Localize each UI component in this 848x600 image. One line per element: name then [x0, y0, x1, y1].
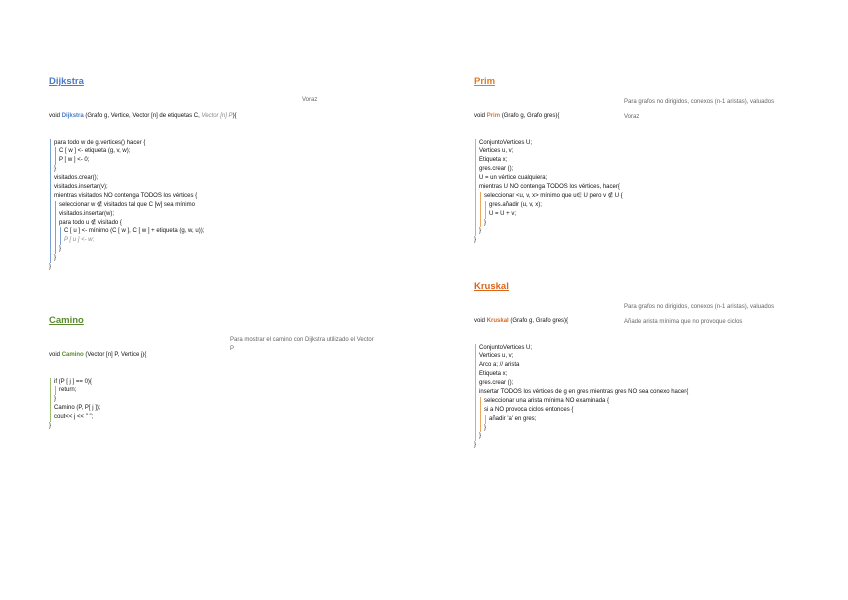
code-line [49, 254, 409, 263]
code-text: mientras visitados NO contenga TODOS los vértices { [54, 192, 198, 199]
kruskal-note-2: Añade arista mínima que no provoque ciclos [624, 319, 743, 325]
indent-guide [54, 210, 59, 219]
code-line [49, 263, 409, 272]
code-line [49, 183, 409, 192]
code-line [474, 352, 814, 361]
keyword-void: void [49, 351, 62, 358]
code-text: P [ w ] <- 0; [59, 157, 90, 164]
code-text: mientras U NO contenga TODOS los vértices, hacer{ [479, 183, 620, 190]
code-text: cout<< j << " "; [54, 414, 94, 421]
code-line [49, 165, 409, 174]
code-line [49, 413, 379, 422]
code-text: gres.crear (); [479, 166, 514, 173]
indent-guide [49, 183, 54, 192]
code-text: ConjuntoVertices U; [479, 344, 533, 351]
code-line [474, 344, 814, 353]
code-line [49, 147, 409, 156]
prim-title: Prim [474, 76, 496, 87]
code-line [474, 424, 814, 433]
dijkstra-body [49, 139, 409, 272]
keyword-void: void [474, 317, 487, 324]
indent-guide [474, 147, 479, 156]
code-line [474, 441, 814, 450]
indent-guide [484, 415, 489, 424]
function-name: Dijkstra [61, 112, 84, 119]
prim-note-2: Voraz [624, 114, 640, 120]
function-name: Kruskal [486, 317, 509, 324]
code-line [474, 147, 814, 156]
dijkstra-title: Dijkstra [49, 76, 84, 87]
camino-note: Para mostrar el camino con Dijkstra utilizado el Vector P [230, 337, 374, 352]
camino-title: Camino [49, 315, 84, 326]
keyword-void: void [49, 112, 62, 119]
code-text: C [ u ] <- mínimo (C [ w ], C [ w ] + etiqueta (g, w, u)); [64, 228, 205, 235]
code-text: Etiqueta x; [479, 157, 508, 164]
code-text: } [474, 442, 477, 449]
indent-guide [49, 404, 54, 413]
code-text: seleccionar <u, v, x> mínimo que u∈ U pero v ∉ U { [484, 192, 623, 199]
code-text: Vertices u, v; [479, 353, 514, 360]
indent-guide [479, 219, 487, 228]
indent-guide [49, 192, 54, 201]
code-line [49, 404, 379, 413]
code-text: Camino (P, P[ j ]); [54, 405, 101, 412]
indent-guide [54, 386, 59, 395]
code-text: Vertices u, v; [479, 148, 514, 155]
prim-body [474, 139, 814, 246]
indent-guide [54, 201, 59, 210]
code-text: visitados.insertar(v); [54, 183, 108, 190]
code-line [49, 192, 409, 201]
code-text: gres.crear (); [479, 380, 514, 387]
code-line [474, 379, 814, 388]
code-line [49, 422, 379, 431]
indent-guide [479, 192, 484, 201]
indent-guide [59, 227, 64, 236]
code-text: } [49, 263, 52, 270]
code-line [49, 210, 409, 219]
code-line [474, 210, 814, 219]
code-line [49, 156, 409, 165]
code-line [474, 219, 814, 228]
code-text: } [484, 219, 487, 226]
function-open: ){ [232, 112, 237, 119]
code-text: visitados.crear(); [54, 175, 99, 182]
code-line [474, 227, 814, 236]
indent-guide [474, 139, 479, 148]
code-line [49, 174, 409, 183]
indent-guide [59, 236, 64, 245]
indent-guide [49, 413, 54, 422]
indent-guide [49, 395, 57, 404]
code-line [474, 388, 814, 397]
code-line [474, 236, 814, 245]
indent-guide [479, 424, 487, 433]
code-line [49, 227, 409, 236]
indent-guide [49, 254, 57, 263]
code-text: para todo u ∉ visitado { [59, 219, 122, 226]
code-line [474, 370, 814, 379]
code-text: para todo w de g.vertices() hacer { [54, 139, 146, 146]
indent-guide [479, 406, 484, 415]
indent-guide [474, 174, 479, 183]
code-text: Arco a; // arista [479, 362, 520, 369]
code-text: if (P [ j ] == 0){ [54, 378, 92, 385]
keyword-void: void [474, 112, 487, 119]
code-text: gres.añadir (u, v, x); [489, 201, 542, 208]
code-text: U = U + v; [489, 210, 517, 217]
code-line [474, 415, 814, 424]
code-text: seleccionar una arista mínima NO examinada { [484, 397, 610, 404]
code-line [474, 165, 814, 174]
camino-body [49, 378, 379, 431]
code-text: U = un vértice cualquiera; [479, 175, 548, 182]
code-text: ConjuntoVertices U; [479, 139, 533, 146]
camino-section [49, 315, 379, 449]
indent-guide [54, 245, 62, 254]
code-text: } [479, 433, 482, 440]
indent-guide [474, 379, 479, 388]
prim-note-1: Para grafos no dirigidos, conexos (n-1 aristas), valuados [624, 99, 775, 105]
code-text: visitados.insertar(w); [59, 210, 115, 217]
code-text: } [54, 166, 57, 173]
indent-guide [54, 156, 59, 165]
code-line [474, 397, 814, 406]
prim-section [474, 76, 814, 263]
code-text: } [479, 228, 482, 235]
indent-guide [49, 139, 54, 148]
code-line [474, 139, 814, 148]
indent-guide [484, 201, 489, 210]
indent-guide [49, 174, 54, 183]
code-text: return; [59, 387, 77, 394]
function-extra-arg: Vector [n] P [201, 112, 233, 119]
code-line [49, 219, 409, 228]
code-line [474, 183, 814, 192]
indent-guide [484, 210, 489, 219]
code-line [49, 139, 409, 148]
dijkstra-code [49, 94, 409, 290]
indent-guide [474, 165, 479, 174]
indent-guide [479, 397, 484, 406]
code-text: } [49, 422, 52, 429]
code-text: P [ u ] <- w; [64, 237, 95, 244]
code-line [474, 432, 814, 441]
code-line [49, 378, 379, 387]
indent-guide [49, 378, 54, 387]
function-name: Prim [486, 112, 501, 119]
indent-guide [49, 165, 57, 174]
function-args: (Vector [n] P, Vertice j){ [83, 351, 147, 358]
dijkstra-note: Voraz [302, 97, 318, 103]
code-text: } [59, 246, 62, 253]
kruskal-note-1: Para grafos no dirigidos, conexos (n-1 aristas), valuados [624, 304, 775, 310]
function-args: (Grafo g, Grafo gres){ [508, 317, 569, 324]
dijkstra-section [49, 76, 409, 290]
code-line [49, 236, 409, 245]
kruskal-section [474, 281, 814, 468]
code-text: } [474, 237, 477, 244]
code-text: añadir 'a' en gres; [489, 415, 537, 422]
code-text: } [54, 255, 57, 262]
code-line [474, 361, 814, 370]
code-text: si a NO provoca ciclos entonces { [484, 406, 574, 413]
code-line [474, 174, 814, 183]
indent-guide [474, 388, 479, 397]
indent-guide [474, 352, 479, 361]
indent-guide [474, 156, 479, 165]
code-line [49, 386, 379, 395]
indent-guide [54, 219, 59, 228]
code-line [474, 201, 814, 210]
code-line [49, 201, 409, 210]
code-line [49, 245, 409, 254]
dijkstra-signature [49, 112, 409, 121]
indent-guide [474, 344, 479, 353]
code-text: C [ w ] <- etiqueta (g, v, w); [59, 148, 131, 155]
indent-guide [474, 227, 482, 236]
code-text: seleccionar w ∉ visitados tal que C [w] sea mínimo [59, 201, 195, 208]
code-text: insertar TODOS los vértices de g en gres mientras gres NO sea conexo hacer{ [479, 388, 689, 395]
indent-guide [474, 370, 479, 379]
code-text: Etiqueta x; [479, 371, 508, 378]
code-line [474, 406, 814, 415]
function-name: Camino [61, 351, 84, 358]
code-text: } [484, 424, 487, 431]
function-args: (Grafo g, Grafo gres){ [500, 112, 560, 119]
indent-guide [474, 183, 479, 192]
code-line [474, 192, 814, 201]
indent-guide [474, 432, 482, 441]
indent-guide [474, 361, 479, 370]
function-args: (Grafo g, Vertice, Vector [n] de etiquetas C, [83, 112, 202, 119]
code-line [474, 156, 814, 165]
code-line [49, 395, 379, 404]
kruskal-body [474, 344, 814, 451]
code-text: } [54, 396, 57, 403]
kruskal-title: Kruskal [474, 281, 509, 292]
indent-guide [54, 147, 59, 156]
